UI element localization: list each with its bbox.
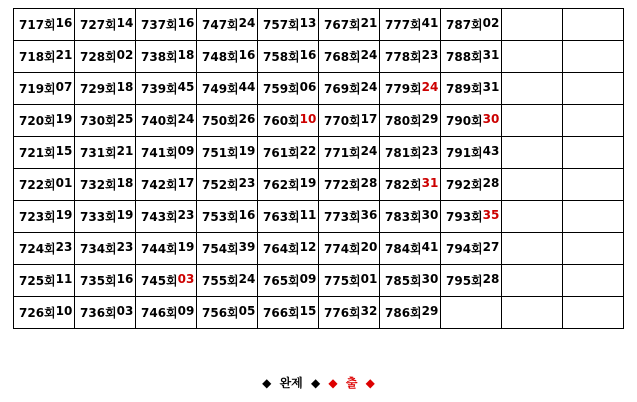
- round-label: 759회: [263, 82, 300, 96]
- round-number: 07: [55, 80, 73, 94]
- grid-cell: [136, 297, 197, 329]
- grid-cell: [14, 169, 75, 201]
- round-label: 772회: [324, 178, 361, 192]
- round-label: 722회: [19, 178, 56, 192]
- round-number: 44: [238, 80, 256, 94]
- grid-cell: [75, 137, 136, 169]
- grid-cell: [502, 169, 563, 201]
- round-label: 751회: [202, 146, 239, 160]
- round-label: 725회: [19, 274, 56, 288]
- grid-cell: [563, 41, 624, 73]
- round-number: 31: [421, 176, 439, 190]
- round-label: 784회: [385, 242, 422, 256]
- round-label: 750회: [202, 114, 239, 128]
- round-number: 24: [177, 112, 195, 126]
- round-label: 764회: [263, 242, 300, 256]
- grid-cell: [319, 169, 380, 201]
- round-label: 721회: [19, 146, 56, 160]
- grid-cell: [502, 73, 563, 105]
- round-number: 16: [116, 272, 134, 286]
- grid-row: [14, 105, 624, 137]
- round-label: 775회: [324, 274, 361, 288]
- round-label: 728회: [80, 50, 117, 64]
- round-number: 20: [360, 240, 378, 254]
- grid-cell: [136, 169, 197, 201]
- round-number: 27: [482, 240, 500, 254]
- round-number: 12: [299, 240, 317, 254]
- round-number: 19: [238, 144, 256, 158]
- grid-cell: [502, 297, 563, 329]
- round-number: 15: [299, 304, 317, 318]
- grid-cell: [563, 9, 624, 41]
- round-number: 41: [421, 16, 439, 30]
- grid-cell: [14, 297, 75, 329]
- legend: [0, 374, 637, 391]
- round-label: 782회: [385, 178, 422, 192]
- grid-row: [14, 233, 624, 265]
- round-label: 726회: [19, 306, 56, 320]
- round-number: 43: [482, 144, 500, 158]
- grid-cell: [441, 137, 502, 169]
- round-label: 727회: [80, 18, 117, 32]
- round-label: 733회: [80, 210, 117, 224]
- grid-cell: [258, 297, 319, 329]
- grid-cell: [380, 137, 441, 169]
- grid-cell: [136, 233, 197, 265]
- round-number: 16: [177, 16, 195, 30]
- round-label: 724회: [19, 242, 56, 256]
- round-number: 06: [299, 80, 317, 94]
- round-label: 758회: [263, 50, 300, 64]
- round-number: 18: [116, 176, 134, 190]
- grid-cell: [380, 297, 441, 329]
- round-label: 791회: [446, 146, 483, 160]
- grid-cell: [502, 41, 563, 73]
- grid-cell: [380, 9, 441, 41]
- grid-cell: [75, 73, 136, 105]
- round-number: 31: [482, 48, 500, 62]
- grid-cell: [75, 9, 136, 41]
- grid-cell: [563, 169, 624, 201]
- round-label: 783회: [385, 210, 422, 224]
- grid-cell: [563, 265, 624, 297]
- grid-row: [14, 9, 624, 41]
- grid-cell: [75, 201, 136, 233]
- round-number: 05: [238, 304, 256, 318]
- round-label: 767회: [324, 18, 361, 32]
- grid-cell: [258, 265, 319, 297]
- round-number: 23: [421, 144, 439, 158]
- round-number: 19: [55, 208, 73, 222]
- round-label: 760회: [263, 114, 300, 128]
- grid-cell: [136, 105, 197, 137]
- round-label: 732회: [80, 178, 117, 192]
- round-number: 21: [55, 48, 73, 62]
- round-label: 745회: [141, 274, 178, 288]
- round-number: 24: [421, 80, 439, 94]
- grid-cell: [502, 9, 563, 41]
- round-number: 16: [299, 48, 317, 62]
- grid-cell: [502, 233, 563, 265]
- grid-cell: [197, 169, 258, 201]
- grid-cell: [197, 9, 258, 41]
- round-label: 731회: [80, 146, 117, 160]
- round-number: 30: [421, 272, 439, 286]
- grid-cell: [502, 201, 563, 233]
- round-number: 28: [482, 272, 500, 286]
- grid-cell: [563, 105, 624, 137]
- grid-cell: [14, 9, 75, 41]
- round-number: 31: [482, 80, 500, 94]
- round-label: 781회: [385, 146, 422, 160]
- round-label: 754회: [202, 242, 239, 256]
- round-number: 14: [116, 16, 134, 30]
- round-number: 22: [299, 144, 317, 158]
- black-diamond-icon: ◆: [262, 376, 272, 390]
- grid-cell: [563, 73, 624, 105]
- number-grid: [13, 8, 624, 329]
- round-number: 29: [421, 112, 439, 126]
- round-label: 718회: [19, 50, 56, 64]
- round-label: 769회: [324, 82, 361, 96]
- grid-cell: [319, 73, 380, 105]
- round-label: 717회: [19, 18, 56, 32]
- grid-cell: [563, 233, 624, 265]
- round-label: 766회: [263, 306, 300, 320]
- round-label: 786회: [385, 306, 422, 320]
- grid-row: [14, 297, 624, 329]
- legend-out-label: 출: [345, 376, 358, 390]
- grid-cell: [380, 105, 441, 137]
- round-label: 771회: [324, 146, 361, 160]
- grid-cell: [502, 137, 563, 169]
- round-number: 24: [360, 48, 378, 62]
- grid-cell: [75, 41, 136, 73]
- grid-cell: [380, 265, 441, 297]
- grid-row: [14, 201, 624, 233]
- grid-cell: [319, 105, 380, 137]
- round-label: 729회: [80, 82, 117, 96]
- grid-cell: [197, 41, 258, 73]
- grid-cell: [441, 9, 502, 41]
- grid-cell: [380, 201, 441, 233]
- grid-cell: [258, 73, 319, 105]
- grid-cell: [75, 169, 136, 201]
- grid-cell: [197, 105, 258, 137]
- round-number: 35: [482, 208, 500, 222]
- grid-cell: [441, 297, 502, 329]
- grid-row: [14, 265, 624, 297]
- round-label: 788회: [446, 50, 483, 64]
- round-label: 757회: [263, 18, 300, 32]
- grid-cell: [14, 265, 75, 297]
- grid-row: [14, 137, 624, 169]
- grid-cell: [563, 137, 624, 169]
- grid-cell: [197, 297, 258, 329]
- round-label: 761회: [263, 146, 300, 160]
- round-number: 24: [360, 144, 378, 158]
- round-number: 10: [55, 304, 73, 318]
- round-number: 18: [116, 80, 134, 94]
- round-label: 719회: [19, 82, 56, 96]
- round-number: 28: [482, 176, 500, 190]
- round-label: 785회: [385, 274, 422, 288]
- grid-cell: [258, 105, 319, 137]
- round-number: 19: [177, 240, 195, 254]
- round-number: 41: [421, 240, 439, 254]
- grid-row: [14, 169, 624, 201]
- round-number: 03: [177, 272, 195, 286]
- grid-cell: [197, 201, 258, 233]
- round-label: 794회: [446, 242, 483, 256]
- round-label: 737회: [141, 18, 178, 32]
- grid-cell: [197, 137, 258, 169]
- grid-cell: [75, 265, 136, 297]
- round-label: 778회: [385, 50, 422, 64]
- grid-cell: [441, 233, 502, 265]
- round-label: 779회: [385, 82, 422, 96]
- round-number: 21: [360, 16, 378, 30]
- grid-cell: [258, 233, 319, 265]
- round-label: 734회: [80, 242, 117, 256]
- round-label: 730회: [80, 114, 117, 128]
- red-diamond-icon: ◆: [365, 376, 375, 390]
- round-label: 789회: [446, 82, 483, 96]
- grid-cell: [319, 233, 380, 265]
- round-label: 765회: [263, 274, 300, 288]
- grid-row: [14, 73, 624, 105]
- grid-cell: [441, 201, 502, 233]
- round-number: 23: [116, 240, 134, 254]
- round-number: 23: [55, 240, 73, 254]
- round-label: 793회: [446, 210, 483, 224]
- round-label: 738회: [141, 50, 178, 64]
- round-number: 19: [299, 176, 317, 190]
- grid-cell: [14, 137, 75, 169]
- grid-cell: [441, 265, 502, 297]
- grid-cell: [319, 297, 380, 329]
- round-label: 756회: [202, 306, 239, 320]
- round-number: 02: [116, 48, 134, 62]
- round-number: 19: [55, 112, 73, 126]
- grid-cell: [258, 137, 319, 169]
- round-number: 36: [360, 208, 378, 222]
- round-number: 28: [360, 176, 378, 190]
- grid-cell: [136, 73, 197, 105]
- round-number: 02: [482, 16, 500, 30]
- round-number: 13: [299, 16, 317, 30]
- round-label: 776회: [324, 306, 361, 320]
- grid-cell: [319, 9, 380, 41]
- round-number: 24: [238, 272, 256, 286]
- round-number: 23: [238, 176, 256, 190]
- black-diamond-icon: ◆: [310, 376, 321, 390]
- grid-cell: [258, 169, 319, 201]
- grid-cell: [441, 41, 502, 73]
- round-number: 24: [360, 80, 378, 94]
- grid-cell: [14, 201, 75, 233]
- round-number: 25: [116, 112, 134, 126]
- round-label: 795회: [446, 274, 483, 288]
- grid-cell: [380, 169, 441, 201]
- grid-cell: [14, 73, 75, 105]
- round-number: 16: [55, 16, 73, 30]
- round-number: 23: [421, 48, 439, 62]
- grid-cell: [563, 201, 624, 233]
- round-number: 16: [238, 208, 256, 222]
- round-label: 762회: [263, 178, 300, 192]
- grid-cell: [380, 41, 441, 73]
- grid-cell: [197, 73, 258, 105]
- round-number: 09: [299, 272, 317, 286]
- grid-cell: [319, 41, 380, 73]
- grid-cell: [380, 233, 441, 265]
- grid-cell: [319, 137, 380, 169]
- grid-cell: [136, 41, 197, 73]
- round-label: 735회: [80, 274, 117, 288]
- round-number: 11: [55, 272, 73, 286]
- grid-cell: [14, 105, 75, 137]
- grid-cell: [502, 265, 563, 297]
- grid-cell: [441, 105, 502, 137]
- round-label: 746회: [141, 306, 178, 320]
- round-label: 720회: [19, 114, 56, 128]
- round-label: 790회: [446, 114, 483, 128]
- round-number: 09: [177, 144, 195, 158]
- round-number: 03: [116, 304, 134, 318]
- round-label: 740회: [141, 114, 178, 128]
- round-label: 723회: [19, 210, 56, 224]
- grid-row: [14, 41, 624, 73]
- round-number: 17: [177, 176, 195, 190]
- round-number: 23: [177, 208, 195, 222]
- round-label: 749회: [202, 82, 239, 96]
- grid-cell: [75, 297, 136, 329]
- round-number: 30: [482, 112, 500, 126]
- grid-cell: [136, 137, 197, 169]
- legend-complete-label: 완제: [279, 376, 303, 390]
- round-label: 792회: [446, 178, 483, 192]
- grid-cell: [258, 9, 319, 41]
- round-label: 774회: [324, 242, 361, 256]
- round-number: 32: [360, 304, 378, 318]
- round-label: 773회: [324, 210, 361, 224]
- round-label: 748회: [202, 50, 239, 64]
- round-number: 01: [55, 176, 73, 190]
- round-label: 747회: [202, 18, 239, 32]
- round-number: 09: [177, 304, 195, 318]
- round-number: 39: [238, 240, 256, 254]
- grid-cell: [14, 233, 75, 265]
- grid-cell: [319, 201, 380, 233]
- round-number: 30: [421, 208, 439, 222]
- grid-cell: [441, 169, 502, 201]
- grid-cell: [380, 73, 441, 105]
- round-number: 45: [177, 80, 195, 94]
- round-number: 18: [177, 48, 195, 62]
- grid-cell: [136, 9, 197, 41]
- round-label: 753회: [202, 210, 239, 224]
- grid-cell: [75, 233, 136, 265]
- grid-cell: [197, 265, 258, 297]
- grid-cell: [502, 105, 563, 137]
- grid-cell: [136, 265, 197, 297]
- round-label: 770회: [324, 114, 361, 128]
- round-number: 24: [238, 16, 256, 30]
- round-label: 741회: [141, 146, 178, 160]
- grid-cell: [563, 297, 624, 329]
- round-number: 29: [421, 304, 439, 318]
- round-number: 19: [116, 208, 134, 222]
- round-label: 736회: [80, 306, 117, 320]
- round-number: 11: [299, 208, 317, 222]
- round-number: 26: [238, 112, 256, 126]
- round-number: 21: [116, 144, 134, 158]
- grid-cell: [75, 105, 136, 137]
- red-diamond-icon: ◆: [328, 376, 338, 390]
- grid-cell: [136, 201, 197, 233]
- round-label: 744회: [141, 242, 178, 256]
- round-label: 780회: [385, 114, 422, 128]
- round-label: 787회: [446, 18, 483, 32]
- round-number: 16: [238, 48, 256, 62]
- round-label: 742회: [141, 178, 178, 192]
- round-label: 768회: [324, 50, 361, 64]
- round-label: 755회: [202, 274, 239, 288]
- grid-cell: [14, 41, 75, 73]
- grid-cell: [441, 73, 502, 105]
- grid-cell: [197, 233, 258, 265]
- round-label: 743회: [141, 210, 178, 224]
- round-number: 10: [299, 112, 317, 126]
- round-number: 01: [360, 272, 378, 286]
- round-number: 15: [55, 144, 73, 158]
- grid-cell: [258, 201, 319, 233]
- round-label: 763회: [263, 210, 300, 224]
- grid-cell: [258, 41, 319, 73]
- round-label: 752회: [202, 178, 239, 192]
- round-label: 777회: [385, 18, 422, 32]
- round-label: 739회: [141, 82, 178, 96]
- round-number: 17: [360, 112, 378, 126]
- grid-cell: [319, 265, 380, 297]
